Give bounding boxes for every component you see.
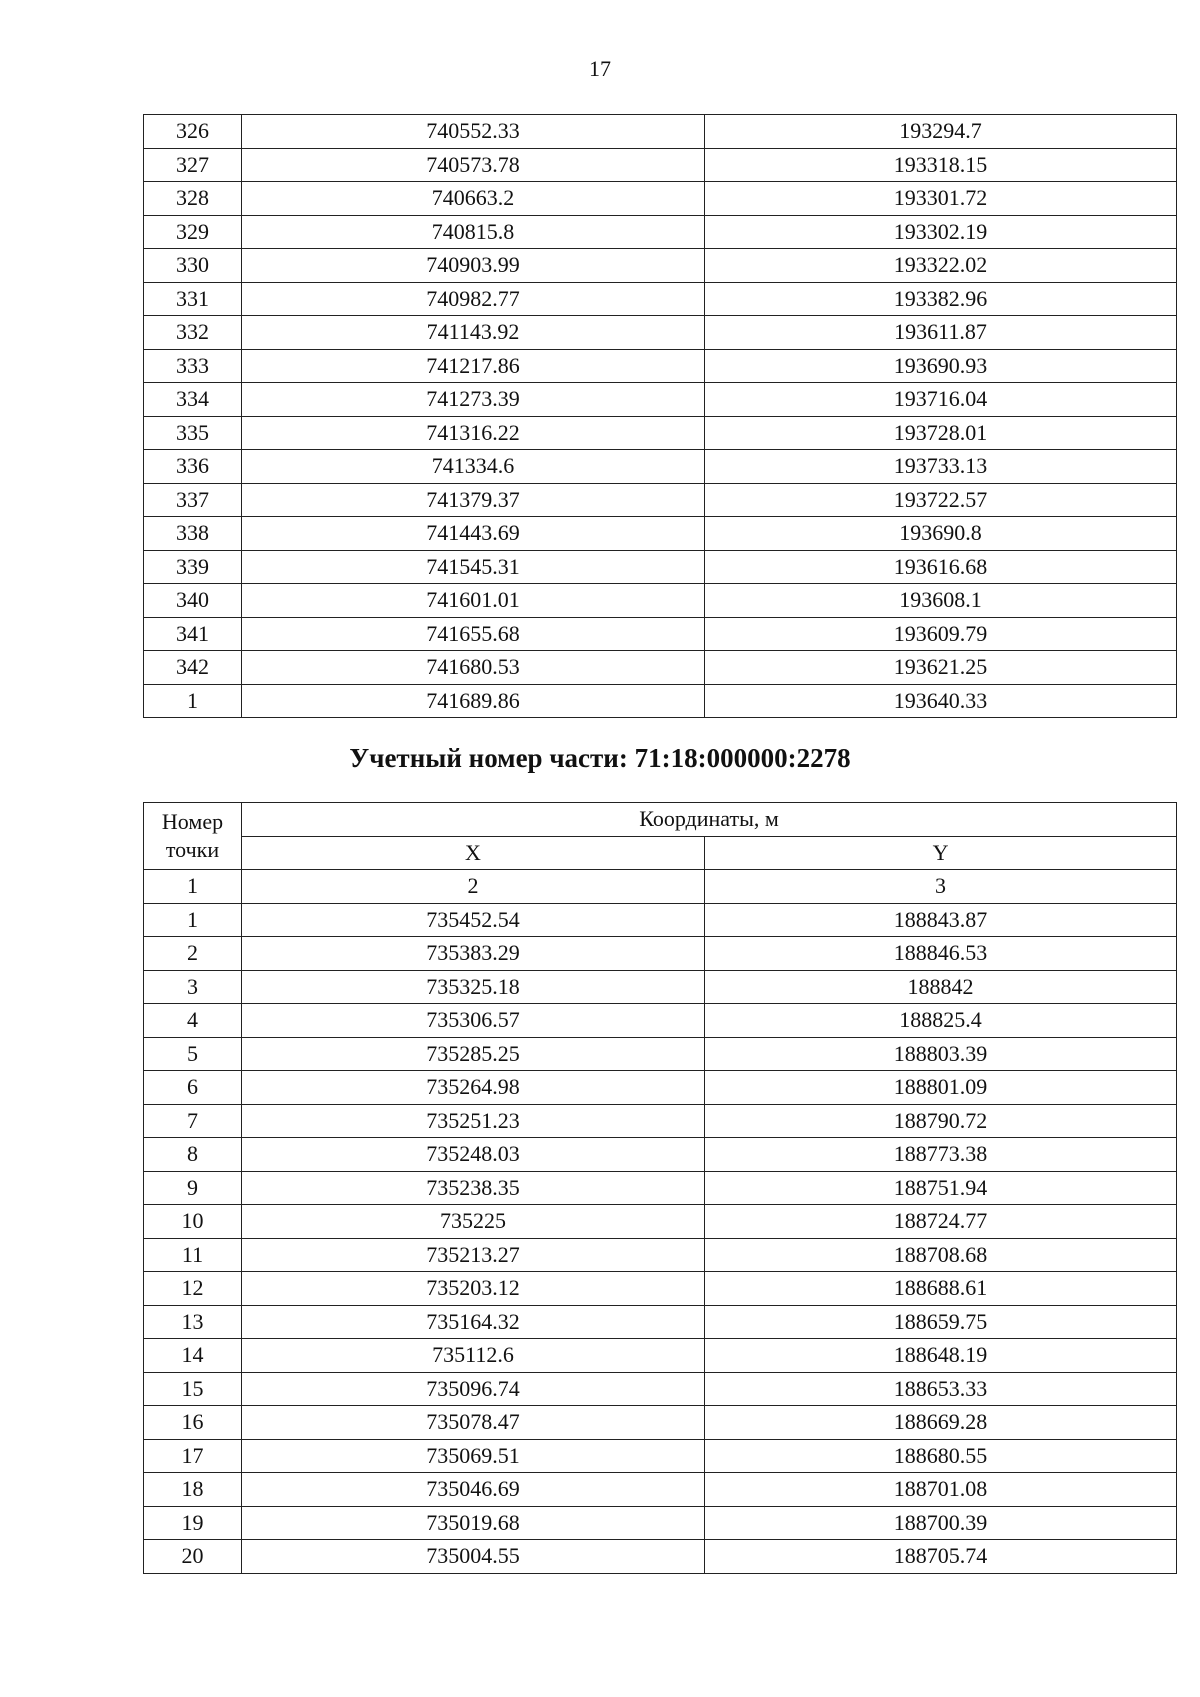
y-coordinate-cell: 193733.13 bbox=[705, 450, 1177, 484]
point-number-cell: 336 bbox=[144, 450, 242, 484]
column-number: 1 bbox=[144, 870, 242, 904]
y-coordinate-cell: 188700.39 bbox=[705, 1506, 1177, 1540]
x-coordinate-cell: 741217.86 bbox=[242, 349, 705, 383]
y-coordinate-cell: 188688.61 bbox=[705, 1272, 1177, 1306]
point-number-cell: 1 bbox=[144, 684, 242, 718]
x-coordinate-cell: 735251.23 bbox=[242, 1104, 705, 1138]
point-number-cell: 4 bbox=[144, 1004, 242, 1038]
x-coordinate-cell: 735264.98 bbox=[242, 1071, 705, 1105]
x-coordinate-cell: 735225 bbox=[242, 1205, 705, 1239]
table-body bbox=[144, 115, 1177, 718]
x-coordinate-cell: 741601.01 bbox=[242, 584, 705, 618]
point-number-cell: 327 bbox=[144, 148, 242, 182]
table-row bbox=[144, 1004, 1177, 1038]
y-coordinate-cell: 188790.72 bbox=[705, 1104, 1177, 1138]
table-row bbox=[144, 1272, 1177, 1306]
x-coordinate-cell: 741273.39 bbox=[242, 383, 705, 417]
y-coordinate-cell: 193322.02 bbox=[705, 249, 1177, 283]
y-coordinate-cell: 188648.19 bbox=[705, 1339, 1177, 1373]
x-coordinate-cell: 740903.99 bbox=[242, 249, 705, 283]
y-coordinate-cell: 188659.75 bbox=[705, 1305, 1177, 1339]
x-coordinate-cell: 735046.69 bbox=[242, 1473, 705, 1507]
y-coordinate-cell: 188825.4 bbox=[705, 1004, 1177, 1038]
x-coordinate-cell: 740552.33 bbox=[242, 115, 705, 149]
table-row bbox=[144, 1037, 1177, 1071]
point-number-cell: 1 bbox=[144, 903, 242, 937]
x-coordinate-cell: 735096.74 bbox=[242, 1372, 705, 1406]
point-number-cell: 326 bbox=[144, 115, 242, 149]
y-header: Y bbox=[705, 836, 1177, 870]
table-row bbox=[144, 903, 1177, 937]
x-coordinate-cell: 735213.27 bbox=[242, 1238, 705, 1272]
x-coordinate-cell: 740815.8 bbox=[242, 215, 705, 249]
point-number-cell: 342 bbox=[144, 651, 242, 685]
point-number-cell: 15 bbox=[144, 1372, 242, 1406]
y-coordinate-cell: 193301.72 bbox=[705, 182, 1177, 216]
x-coordinate-cell: 740573.78 bbox=[242, 148, 705, 182]
table-row bbox=[144, 1171, 1177, 1205]
table-row bbox=[144, 383, 1177, 417]
table-row bbox=[144, 1473, 1177, 1507]
x-coordinate-cell: 735203.12 bbox=[242, 1272, 705, 1306]
coordinates-table-continued bbox=[143, 114, 1177, 718]
column-number: 3 bbox=[705, 870, 1177, 904]
x-coordinate-cell: 741545.31 bbox=[242, 550, 705, 584]
y-coordinate-cell: 188801.09 bbox=[705, 1071, 1177, 1105]
y-coordinate-cell: 193294.7 bbox=[705, 115, 1177, 149]
table-body bbox=[144, 903, 1177, 1573]
y-coordinate-cell: 193302.19 bbox=[705, 215, 1177, 249]
x-header: X bbox=[242, 836, 705, 870]
coordinates-header: Координаты, м bbox=[242, 803, 1177, 837]
table-row bbox=[144, 349, 1177, 383]
point-number-cell: 341 bbox=[144, 617, 242, 651]
point-number-cell: 20 bbox=[144, 1540, 242, 1574]
point-number-cell: 8 bbox=[144, 1138, 242, 1172]
y-coordinate-cell: 193382.96 bbox=[705, 282, 1177, 316]
y-coordinate-cell: 188705.74 bbox=[705, 1540, 1177, 1574]
table-row bbox=[144, 1339, 1177, 1373]
point-number-cell: 17 bbox=[144, 1439, 242, 1473]
point-number-cell: 331 bbox=[144, 282, 242, 316]
table-row bbox=[144, 617, 1177, 651]
column-number: 2 bbox=[242, 870, 705, 904]
table-row bbox=[144, 1406, 1177, 1440]
y-coordinate-cell: 193611.87 bbox=[705, 316, 1177, 350]
point-number-cell: 19 bbox=[144, 1506, 242, 1540]
point-number-cell: 3 bbox=[144, 970, 242, 1004]
x-coordinate-cell: 741334.6 bbox=[242, 450, 705, 484]
table-row bbox=[144, 1138, 1177, 1172]
header-row bbox=[144, 836, 1177, 870]
table-row bbox=[144, 450, 1177, 484]
table-row bbox=[144, 970, 1177, 1004]
y-coordinate-cell: 188842 bbox=[705, 970, 1177, 1004]
x-coordinate-cell: 735325.18 bbox=[242, 970, 705, 1004]
table-row bbox=[144, 1205, 1177, 1239]
x-coordinate-cell: 735285.25 bbox=[242, 1037, 705, 1071]
y-coordinate-cell: 188773.38 bbox=[705, 1138, 1177, 1172]
y-coordinate-cell: 193690.93 bbox=[705, 349, 1177, 383]
y-coordinate-cell: 188846.53 bbox=[705, 937, 1177, 971]
table-row bbox=[144, 1439, 1177, 1473]
coordinates-table bbox=[143, 802, 1177, 1574]
x-coordinate-cell: 740663.2 bbox=[242, 182, 705, 216]
table-row bbox=[144, 416, 1177, 450]
table-row bbox=[144, 1540, 1177, 1574]
point-number-cell: 335 bbox=[144, 416, 242, 450]
x-coordinate-cell: 735019.68 bbox=[242, 1506, 705, 1540]
y-coordinate-cell: 193690.8 bbox=[705, 517, 1177, 551]
x-coordinate-cell: 741443.69 bbox=[242, 517, 705, 551]
y-coordinate-cell: 188653.33 bbox=[705, 1372, 1177, 1406]
x-coordinate-cell: 735248.03 bbox=[242, 1138, 705, 1172]
y-coordinate-cell: 188701.08 bbox=[705, 1473, 1177, 1507]
y-coordinate-cell: 193608.1 bbox=[705, 584, 1177, 618]
table-row bbox=[144, 483, 1177, 517]
point-number-cell: 330 bbox=[144, 249, 242, 283]
x-coordinate-cell: 741680.53 bbox=[242, 651, 705, 685]
point-number-cell: 340 bbox=[144, 584, 242, 618]
point-number-cell: 337 bbox=[144, 483, 242, 517]
y-coordinate-cell: 193318.15 bbox=[705, 148, 1177, 182]
table-row bbox=[144, 316, 1177, 350]
y-coordinate-cell: 193621.25 bbox=[705, 651, 1177, 685]
point-number-cell: 2 bbox=[144, 937, 242, 971]
table-row bbox=[144, 1506, 1177, 1540]
x-coordinate-cell: 735069.51 bbox=[242, 1439, 705, 1473]
point-number-cell: 333 bbox=[144, 349, 242, 383]
point-number-cell: 16 bbox=[144, 1406, 242, 1440]
point-number-cell: 6 bbox=[144, 1071, 242, 1105]
table-row bbox=[144, 115, 1177, 149]
y-coordinate-cell: 188751.94 bbox=[705, 1171, 1177, 1205]
header-row bbox=[144, 803, 1177, 837]
x-coordinate-cell: 735004.55 bbox=[242, 1540, 705, 1574]
point-number-cell: 9 bbox=[144, 1171, 242, 1205]
y-coordinate-cell: 193640.33 bbox=[705, 684, 1177, 718]
point-number-cell: 334 bbox=[144, 383, 242, 417]
section-title: Учетный номер части: 71:18:000000:2278 bbox=[349, 743, 851, 773]
y-coordinate-cell: 188680.55 bbox=[705, 1439, 1177, 1473]
x-coordinate-cell: 735238.35 bbox=[242, 1171, 705, 1205]
point-number-cell: 328 bbox=[144, 182, 242, 216]
y-coordinate-cell: 193722.57 bbox=[705, 483, 1177, 517]
y-coordinate-cell: 193716.04 bbox=[705, 383, 1177, 417]
table-row bbox=[144, 1071, 1177, 1105]
x-coordinate-cell: 741689.86 bbox=[242, 684, 705, 718]
point-number-cell: 329 bbox=[144, 215, 242, 249]
x-coordinate-cell: 735078.47 bbox=[242, 1406, 705, 1440]
x-coordinate-cell: 735383.29 bbox=[242, 937, 705, 971]
page-number: 17 bbox=[589, 56, 611, 81]
y-coordinate-cell: 188724.77 bbox=[705, 1205, 1177, 1239]
x-coordinate-cell: 735112.6 bbox=[242, 1339, 705, 1373]
table-row bbox=[144, 1372, 1177, 1406]
table-row bbox=[144, 1238, 1177, 1272]
y-coordinate-cell: 193728.01 bbox=[705, 416, 1177, 450]
point-number-cell: 11 bbox=[144, 1238, 242, 1272]
x-coordinate-cell: 735452.54 bbox=[242, 903, 705, 937]
x-coordinate-cell: 741379.37 bbox=[242, 483, 705, 517]
table-row bbox=[144, 249, 1177, 283]
point-header-line2: точки bbox=[165, 837, 220, 862]
table-row bbox=[144, 1104, 1177, 1138]
table-row bbox=[144, 1305, 1177, 1339]
point-number-header bbox=[144, 803, 242, 870]
table-row bbox=[144, 684, 1177, 718]
x-coordinate-cell: 741316.22 bbox=[242, 416, 705, 450]
point-number-cell: 332 bbox=[144, 316, 242, 350]
table-row bbox=[144, 584, 1177, 618]
table-row bbox=[144, 215, 1177, 249]
table-row bbox=[144, 937, 1177, 971]
table-row bbox=[144, 182, 1177, 216]
table-row bbox=[144, 282, 1177, 316]
table-row bbox=[144, 550, 1177, 584]
y-coordinate-cell: 188843.87 bbox=[705, 903, 1177, 937]
y-coordinate-cell: 188708.68 bbox=[705, 1238, 1177, 1272]
table-row bbox=[144, 651, 1177, 685]
point-number-cell: 18 bbox=[144, 1473, 242, 1507]
point-number-cell: 7 bbox=[144, 1104, 242, 1138]
point-number-cell: 14 bbox=[144, 1339, 242, 1373]
point-number-cell: 12 bbox=[144, 1272, 242, 1306]
x-coordinate-cell: 735164.32 bbox=[242, 1305, 705, 1339]
table-row bbox=[144, 517, 1177, 551]
table-row bbox=[144, 148, 1177, 182]
x-coordinate-cell: 741655.68 bbox=[242, 617, 705, 651]
column-number-row bbox=[144, 870, 1177, 904]
point-number-cell: 10 bbox=[144, 1205, 242, 1239]
x-coordinate-cell: 740982.77 bbox=[242, 282, 705, 316]
point-number-cell: 339 bbox=[144, 550, 242, 584]
table-header bbox=[144, 803, 1177, 904]
x-coordinate-cell: 735306.57 bbox=[242, 1004, 705, 1038]
y-coordinate-cell: 188803.39 bbox=[705, 1037, 1177, 1071]
point-header-line1: Номер bbox=[161, 809, 224, 834]
y-coordinate-cell: 193609.79 bbox=[705, 617, 1177, 651]
point-number-cell: 13 bbox=[144, 1305, 242, 1339]
y-coordinate-cell: 193616.68 bbox=[705, 550, 1177, 584]
y-coordinate-cell: 188669.28 bbox=[705, 1406, 1177, 1440]
point-number-cell: 338 bbox=[144, 517, 242, 551]
x-coordinate-cell: 741143.92 bbox=[242, 316, 705, 350]
point-number-cell: 5 bbox=[144, 1037, 242, 1071]
